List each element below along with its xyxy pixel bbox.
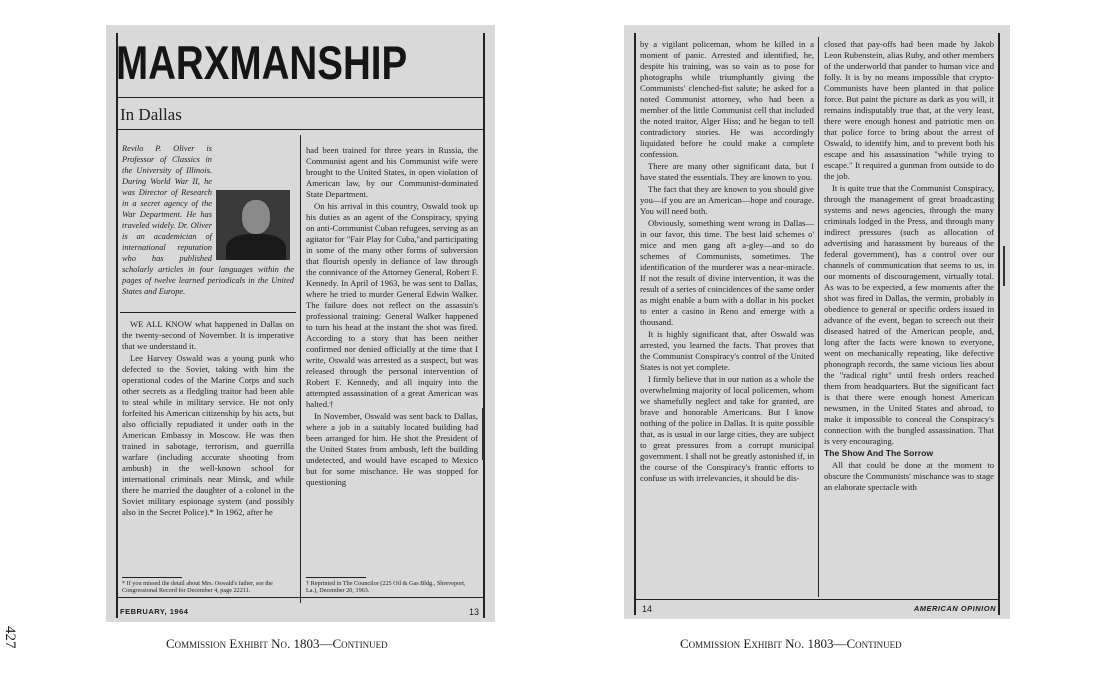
footnote-rule-1	[122, 577, 182, 578]
page-number-14: 14	[642, 604, 653, 614]
rcol1-paragraph-4: Obviously, something went wrong in Dallas—in our favor, this time. The best laid schemes o' mice and men gang aft a-gley—and so do schemes of Communists, sometimes. The identification of the murderer was a near-miracle. If not the result of divine intervention, it was the result of a series of coincidences of the same order as might enable a bum with a dollar in his pocket to enter a casino in Reno and emerge with a thousand.	[640, 218, 814, 327]
margin-mark-left	[482, 408, 484, 460]
rcol1-paragraph-3: The fact that they are known to you should give you—if you are an American—hope and courage. You will need both.	[640, 184, 814, 216]
col1-footnote: * If you missed the detail about Mrs. Oswald's father, see the Congressional Record for December 4, page 22211.	[122, 580, 273, 595]
issue-date: FEBRUARY, 1964	[120, 607, 189, 616]
exhibit-caption-right: Commission Exhibit No. 1803—Continued	[680, 636, 902, 651]
column-divider	[818, 37, 819, 597]
col1-paragraph-1: WE ALL KNOW what happened in Dallas on the twenty-second of November. It is imperative that we understand it.	[122, 319, 294, 351]
rcol1-paragraph-6: I firmly believe that in our nation as a whole the overwhelming majority of local policemen, whom we shamefully neglect and take for granted, are brave and honorable Americans. But I know nothing of the police in Dallas. It is quite possible that, as is usual in our large cities, they are subject to great pressures from a corrupt municipal government. I shall not be greatly astonished if, in the course of the Conspiracy's frantic efforts to confuse us with irrelevancies, it should be dis-	[640, 374, 814, 483]
col2-paragraph-2: On his arrival in this country, Oswald took up his duties as an agent of the Conspiracy, spying on anti-Communist Cuban refugees, serving as an agitator for "Fair Play for Cuba,"and participating in some of the many other forms of subversion that flourish openly in defiance of law through the connivance of the Attorney General, Robert F. Kennedy. In April of 1963, he was sent to Dallas, where he tried to murder General Edwin Walker. The failure does not reflect on the assassin's professional training: General Walker happened to turn his head at the instant the shot was fired. According to a story that has been neither confirmed nor denied officially at the time that I write, Oswald was arrested as a suspect, but was released through the personal intervention of Robert F. Kennedy, and all inquiry into the attempted assassination of a great American was halted.†	[306, 201, 478, 409]
footnote-rule-2	[306, 577, 366, 578]
title-rule	[118, 97, 483, 98]
margin-mark-right	[1003, 246, 1005, 286]
bio-rule	[120, 312, 296, 313]
author-photo-figure	[226, 234, 286, 260]
rcol1-paragraph-5: It is highly significant that, after Oswald was arrested, you learned the facts. That proves that the Communist Conspiracy's control of the United States is not yet complete.	[640, 329, 814, 372]
author-bio-text: Revilo P. Oliver is Professor of Classics in the University of Illinois. During World War II, he was Director of Research in a secret agency of the War Department. He has traveled widely. Dr. Oliver is an academician of international reputation who has published scholarly articles in four languages within the pages of twelve learned periodicals in the United States and Europe.	[122, 144, 294, 296]
rcol2-paragraph-1: closed that pay-offs had been made by Jakob Leon Rubenstein, alias Ruby, and other members of the underworld that pander to human vice and folly. It is by no means impossible that crypto-Communists have been planted in that police force. But paint the picture as dark as you will, it remains indisputably true that, at the very least, there were enough honest and patriotic men on that police force to bring about the arrest of Oswald, to identify him, and to prevent both his escape and his assassination "while trying to escape." It required a gunman from outside to do the job.	[824, 39, 994, 181]
left-border-rule	[634, 33, 636, 615]
rcol1-paragraph-1: by a vigilant policeman, whom he killed in a moment of panic. Arrested and identified, he, despite his training, was so vain as to pose for photographs while triumphantly giving the Communists' clenched-fist salute; he asked for a noted Communist attorney, who had been a member of the little Communist cell that included the noted traitor, Alger Hiss; and he began to tell contradictory stories. He was accordingly liquidated before he could make a complete confession.	[640, 39, 814, 159]
rcol2-paragraph-3: All that could be done at the moment to obscure the Communists' mischance was to stage an elaborate spectacle with	[824, 460, 994, 492]
article-subtitle: In Dallas	[120, 105, 182, 124]
col1-paragraph-2: Lee Harvey Oswald was a young punk who defected to the Soviet, taking with him the operational codes of the Marine Corps and such other secrets as a fledgling traitor had been able to steal while in military service. He not only forfeited his American citizenship by his acts, but also officially repudiated it under oath in the American Embassy in Moscow. He was then trained in sabotage, terrorism, and guerrilla warfare (including accurate shooting from ambush) in the well-known school for international criminals near Minsk, and while there he married the daughter of a colonel in the Soviet military espionage system (and possibly also in the Secret Police).* In 1962, after he	[122, 353, 294, 517]
section-heading: The Show And The Sorrow	[824, 448, 934, 458]
col2-footnote: † Reprinted in The Councilor (225 Oil & Gas Bldg., Shreveport, La.), December 20, 1963.	[306, 580, 466, 595]
rcol2-paragraph-2: It is quite true that the Communist Conspiracy, through the management of great broadcasting systems and news agencies, through the many criminals lodged in the Press, and through many indirect pressures (such as allocation of advertising and harassment by bureaus of the federal government), has a control over our channels of communication that seems to us, in our moments of discouragement, virtually total. As was to be expected, a few moments after the shot was fired in Dallas, the vermin, probably in obedience to general or specific orders issued in advance of the event, began to screech out their diseased hatred of the American people, and, long after the facts were known to everyone, went on mechanically repeating, like defective phonograph records, the same vicious lies about the "radical right" until fresh orders reached them from headquarters. But the significant fact is that there were enough honest American newsmen, in the United States and abroad, to make it impossible to conceal the Conspiracy's connection with the bungled assassination. That is very encouraging.	[824, 183, 994, 446]
left-magazine-page	[106, 25, 495, 622]
left-border-rule	[116, 33, 118, 618]
rcol1-paragraph-2: There are many other significant data, but I have stated the essentials. They are known to you.	[640, 161, 814, 182]
right-page-column-1	[640, 39, 814, 599]
footer-rule	[636, 599, 998, 600]
author-photo-face	[242, 200, 270, 234]
right-border-rule	[998, 33, 1000, 615]
right-border-rule	[483, 33, 485, 618]
article-title: MARXMANSHIP	[116, 36, 408, 89]
right-magazine-page	[624, 25, 1010, 619]
right-page-column-2	[824, 39, 994, 599]
footer-rule	[118, 597, 483, 598]
col2-paragraph-1: had been trained for three years in Russia, the Communist agent and his Communist wife were brought to the United States, in open violation of American law, by our Communist-dominated State Department.	[306, 145, 478, 199]
exhibit-caption-left: Commission Exhibit No. 1803—Continued	[166, 636, 388, 651]
column-divider	[300, 135, 301, 603]
left-page-column-1	[122, 319, 294, 574]
page-number-13: 13	[468, 607, 479, 617]
subtitle-rule	[118, 129, 483, 130]
author-photo	[216, 190, 290, 260]
left-page-column-2	[306, 145, 478, 573]
col2-paragraph-3: In November, Oswald was sent back to Dallas, where a job in a suitably located building had been arranged for him. He shot the President of the United States from ambush, left the building undetected, and would have escaped to Mexico but for some mischance. He was stopped for questioning	[306, 411, 478, 487]
magazine-name: AMERICAN OPINION	[913, 604, 996, 613]
side-page-number: 427	[2, 626, 18, 649]
